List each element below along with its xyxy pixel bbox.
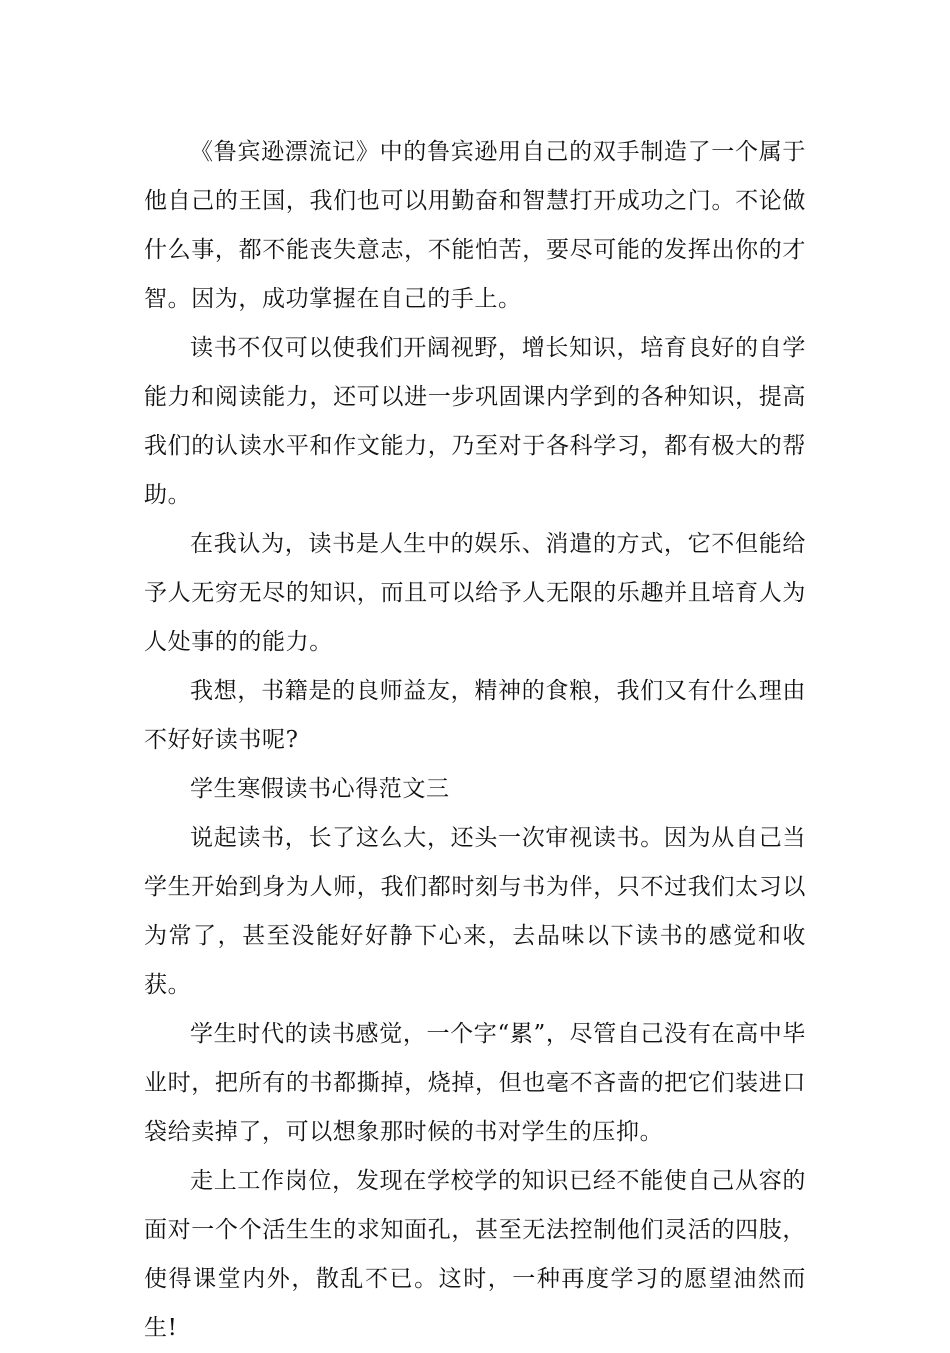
section-title: 学生寒假读书心得范文三 [190, 776, 450, 802]
paragraph: 说起读书，长了这么大，还头一次审视读书。因为从自己当学生开始到身为人师，我们都时刻与书为伴，只不过我们太习以为常了，甚至没能好好静下心来，去品味以下读书的感觉和收获。 [144, 825, 806, 998]
document-body [144, 128, 806, 1353]
paragraph: 走上工作岗位，发现在学校学的知识已经不能使自己从容的面对一个个活生生的求知面孔，甚至无法控制他们灵活的四肢，使得课堂内外，散乱不已。这时，一种再度学习的愿望油然而生! [144, 1168, 806, 1341]
paragraph: 在我认为，读书是人生中的娱乐、消遣的方式，它不但能给予人无穷无尽的知识，而且可以给予人无限的乐趣并且培育人为人处事的的能力。 [144, 531, 806, 655]
paragraph: 读书不仅可以使我们开阔视野，增长知识，培育良好的自学能力和阅读能力，还可以进一步巩固课内学到的各种知识，提高我们的认读水平和作文能力，乃至对于各科学习，都有极大的帮助。 [144, 335, 806, 508]
paragraph: 我想，书籍是的良师益友，精神的食粮，我们又有什么理由不好好读书呢? [144, 678, 806, 753]
paragraph: 学生时代的读书感觉，一个字“累”，尽管自己没有在高中毕业时，把所有的书都撕掉，烧掉，但也毫不吝啬的把它们装进口袋给卖掉了，可以想象那时候的书对学生的压抑。 [144, 1021, 806, 1145]
paragraph: 《鲁宾逊漂流记》中的鲁宾逊用自己的双手制造了一个属于他自己的王国，我们也可以用勤奋和智慧打开成功之门。不论做什么事，都不能丧失意志，不能怕苦，要尽可能的发挥出你的才智。因为，成功掌握在自己的手上。 [144, 139, 806, 312]
